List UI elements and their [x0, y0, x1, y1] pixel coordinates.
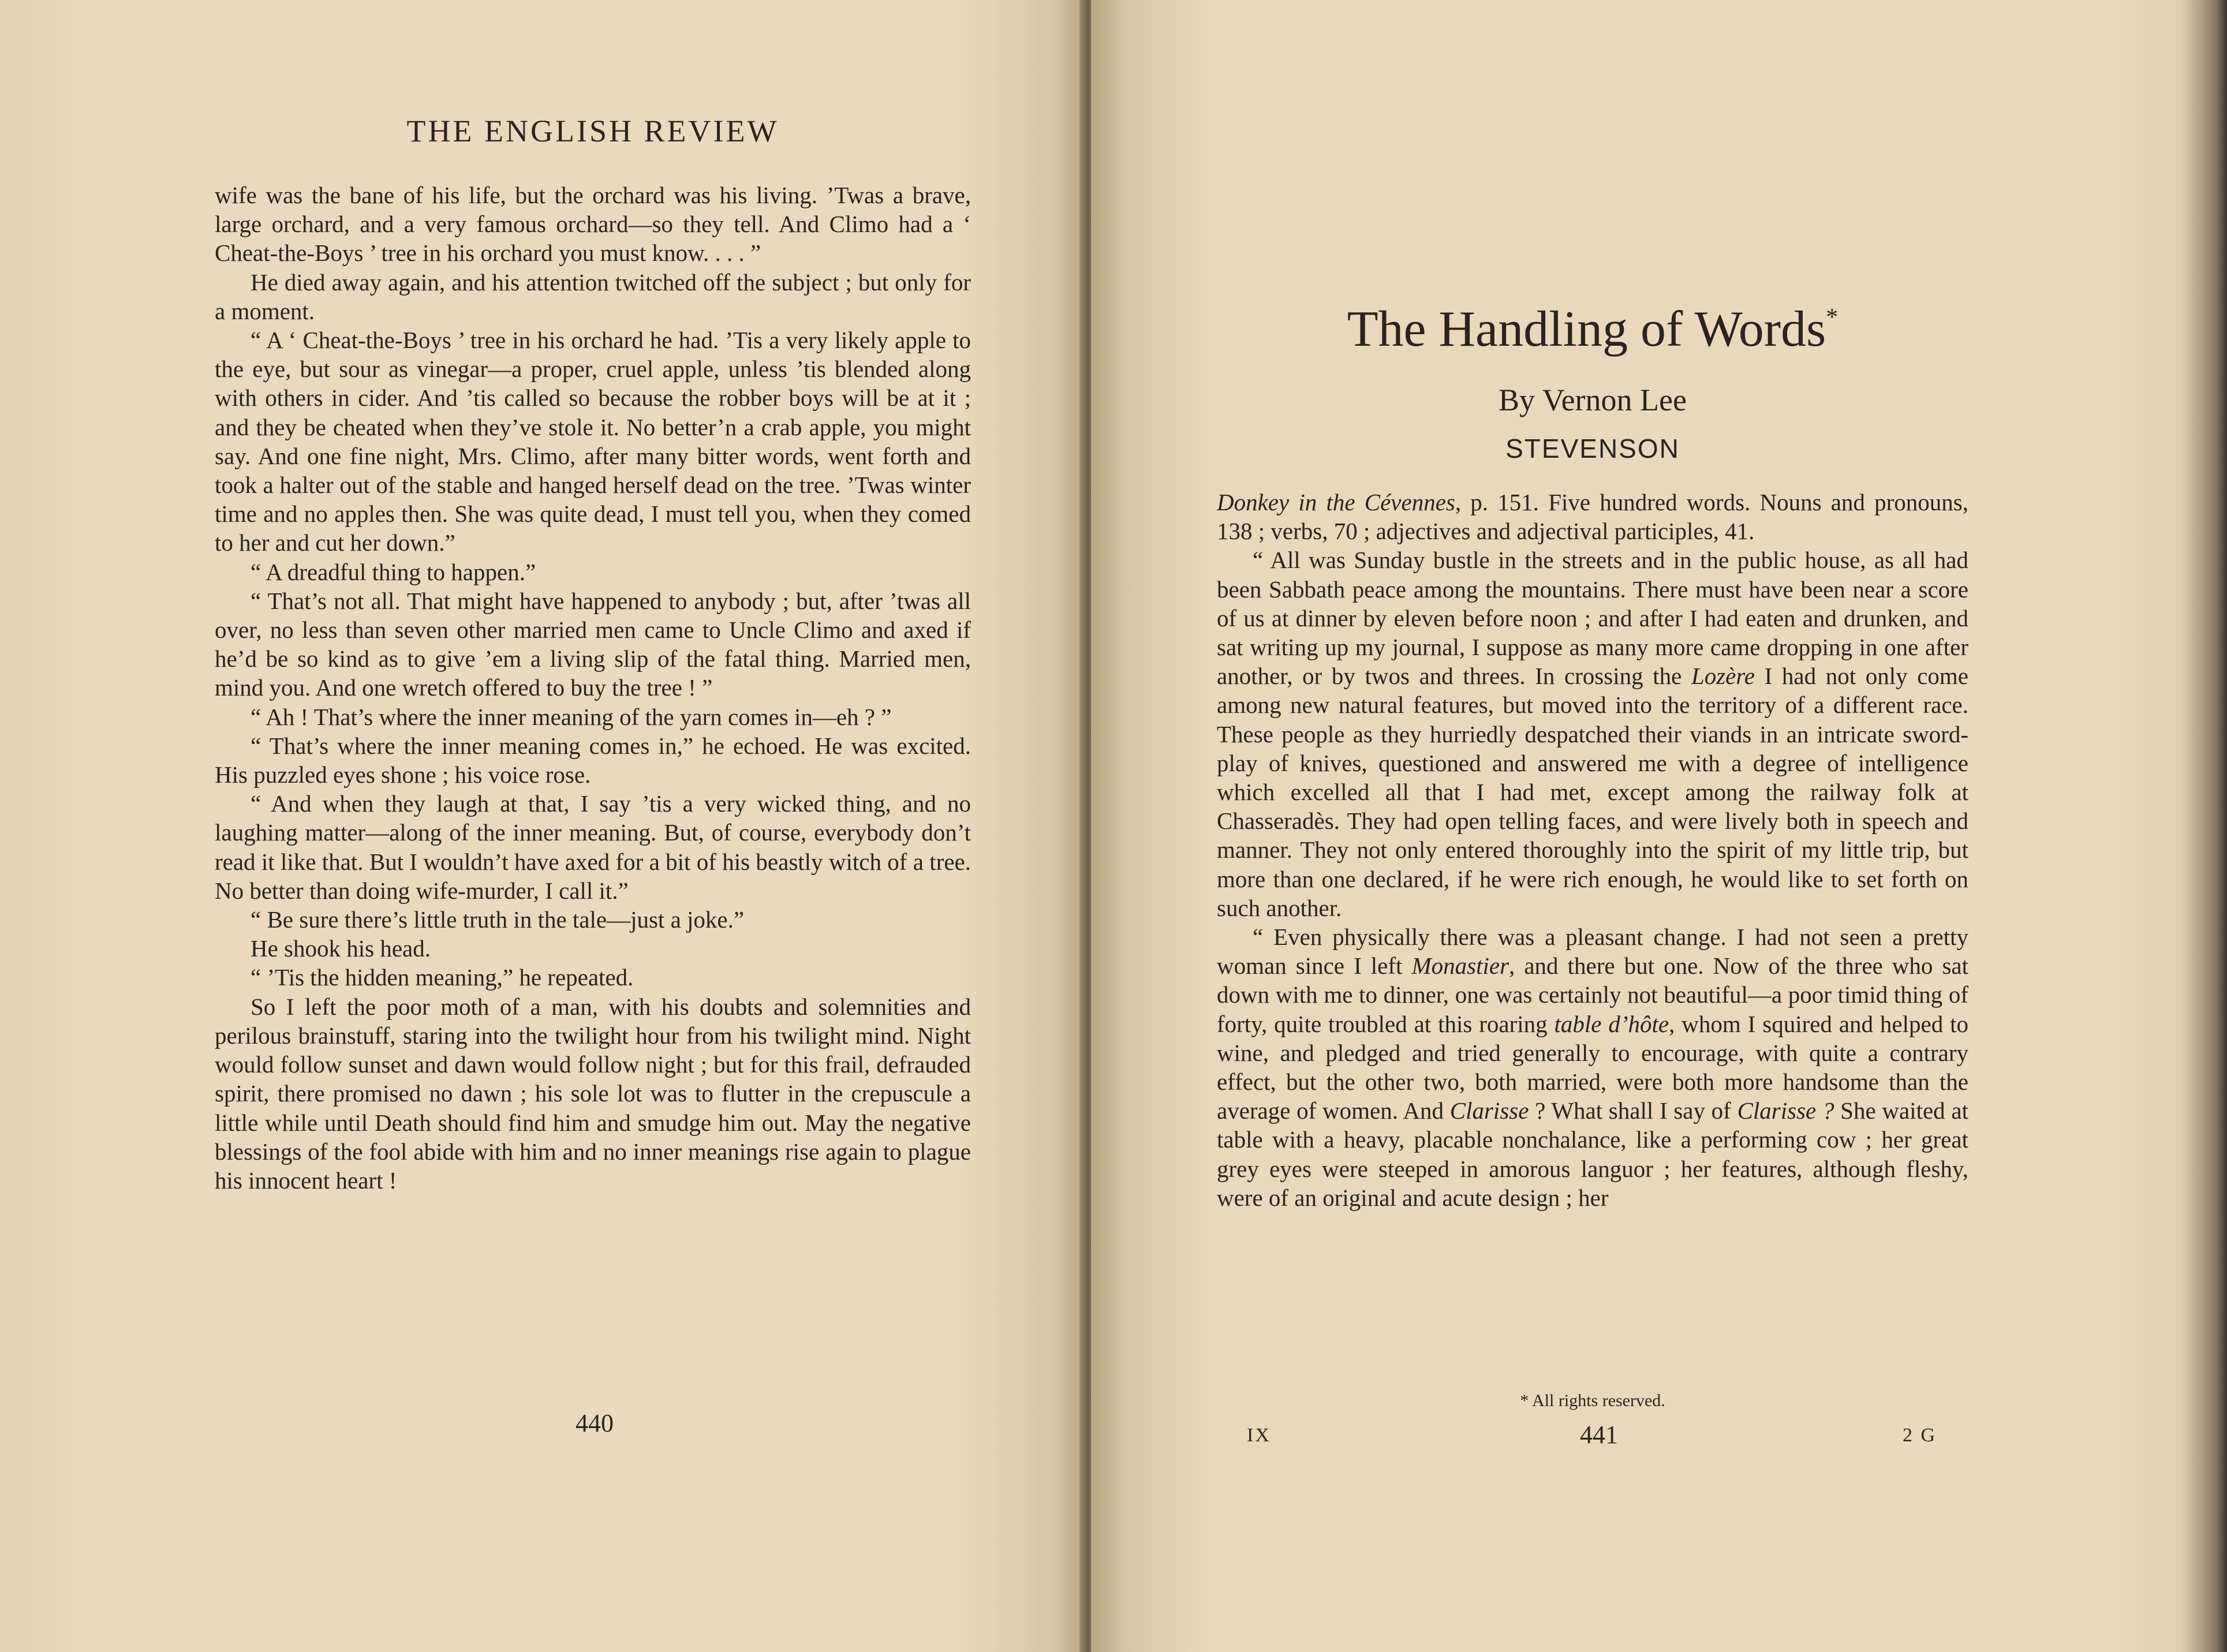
paragraph: “ That’s not all. That might have happened to anybody ; but, after ’twas all over, no less than seven other married men came to Uncle Climo and axed if he’d be so kind as to give ’em a living slip of the fatal thing. Married men, mind you. And one wretch offered to buy the tree ! ” [215, 587, 971, 701]
left-page [0, 0, 1085, 1652]
text-run: “ All was Sunday bustle in the streets and in the public house, as all had been Sabbath peace among the mountains. There must have been near a score of us at dinner by eleven before noon ; and after I had eaten and drunken, and sat writing up my journal, I suppose as many more came dropping in one after another, or by twos and threes. In crossing the [1217, 547, 1968, 690]
intro-paragraph [1217, 488, 1968, 545]
paragraph: “ That’s where the inner meaning comes in,” he echoed. He was excited. His puzzled eyes shone ; his voice rose. [215, 732, 971, 788]
article-title [1217, 300, 1968, 358]
section-heading: STEVENSON [1505, 433, 1680, 464]
paragraph: “ Ah ! That’s where the inner meaning of the yarn comes in—eh ? ” [251, 703, 892, 730]
italic-run: table d’hôte [1554, 1010, 1669, 1037]
text-run: , and there but one. Now of the three who sat down with me to dinner, one was certainly not beautiful—a poor timid thing of forty, quite troubled at this roaring [1217, 952, 1968, 1037]
paragraph: “ A dreadful thing to happen.” [251, 558, 536, 585]
paragraph: wife was the bane of his life, but the orchard was his living. ’Twas a brave, large orchard, and a very famous orchard—so they tell. And Climo had a ‘ Cheat-the-Boys ’ tree in his orchard you must know. . . . ” [215, 182, 971, 267]
italic-run: Clarisse [1449, 1097, 1529, 1124]
article-title-text: The Handling of Words [1347, 301, 1826, 357]
text-run: She waited at table with a heavy, placable nonchalance, like a performing cow ; her great grey eyes were steeped in amorous languor ; her features, although fleshy, were of an original and acute design ; her [1217, 1097, 1968, 1211]
italic-run: Monastier [1411, 952, 1509, 980]
paragraph: “ A ‘ Cheat-the-Boys ’ tree in his orchard he had. ’Tis a very likely apple to the eye, but sour as vinegar—a proper, cruel apple, unless ’tis blended along with others in cider. And ’tis called so because the robber boys will be at it ; and they be cheated when they’ve stole it. No better’n a crab apple, you might say. And one fine night, Mrs. Climo, after many bitter words, went forth and took a halter out of the stable and hanged herself dead on the tree. ’Twas winter time and no apples then. She was quite dead, I must tell you, when they comed to her and cut her down.” [215, 327, 971, 556]
signature-mark-left: IX [1247, 1425, 1271, 1446]
paragraph: “ Be sure there’s little truth in the tale—just a joke.” [251, 906, 745, 933]
book-title-italic: Donkey in the Cévennes [1217, 489, 1455, 515]
running-head: THE ENGLISH REVIEW [406, 114, 779, 148]
footnote: * All rights reserved. [1520, 1391, 1665, 1410]
left-page-text [215, 181, 971, 1195]
italic-run: Clarisse ? [1737, 1097, 1834, 1124]
text-run: “ Even physically there was a pleasant change. I had not seen a pretty woman since I left [1217, 924, 1968, 980]
signature-mark-right: 2 G [1903, 1425, 1937, 1446]
page-number-right: 441 [1580, 1421, 1618, 1449]
footnote-mark: * [1826, 304, 1839, 331]
quote-paragraph [1217, 922, 1968, 1212]
right-page-text [1217, 488, 1968, 1212]
italic-run: Lozère [1691, 663, 1755, 690]
paragraph: He shook his head. [251, 935, 431, 962]
paragraph: So I left the poor moth of a man, with his doubts and solemnities and perilous brainstuff, staring into the twilight hour from his twilight mind. Night would follow sunset and dawn would follow night ; but for this frail, defrauded spirit, there promised no dawn ; his sole lot was to flutter in the crepuscule a little while until Death should find him and smudge him out. May the negative blessings of the fool abide with him and no inner meanings rise again to plague his innocent heart ! [215, 993, 971, 1194]
page-number-left: 440 [576, 1409, 614, 1437]
paragraph: “ And when they laugh at that, I say ’tis a very wicked thing, and no laughing matter—along of the inner meaning. But, of course, everybody don’t read it like that. But I wouldn’t have axed for a bit of his beastly witch of a tree. No better than doing wife-murder, I call it.” [215, 790, 971, 904]
paragraph: He died away again, and his attention twitched off the subject ; but only for a moment. [215, 268, 971, 324]
byline: By Vernon Lee [1499, 383, 1687, 417]
text-run: ? What shall I say of [1529, 1097, 1737, 1124]
quote-paragraph [1217, 545, 1968, 922]
text-run: , whom I squired and helped to wine, and pledged and tried generally to encourage, with quite a contrary effect, but the other two, both married, were both more handsome than the average of women. And [1217, 1010, 1968, 1124]
text-run: I had not only come among new natural features, but moved into the territory of a different race. These people as they hurriedly despatched their viands in an intricate sword-play of knives, questioned and answered me with a degree of intelligence which excelled all that I had met, except among the railway folk at Chasseradès. They had open telling faces, and were lively both in speech and manner. They not only entered thoroughly into the spirit of my little trip, but more than one declared, if he were rich enough, he would like to set forth on such another. [1217, 663, 1968, 921]
paragraph: “ ’Tis the hidden meaning,” he repeated. [251, 964, 634, 991]
intro-text: , p. 151. Five hundred words. Nouns and pronouns, 138 ; verbs, 70 ; adjectives and adjectival participles, 41. [1217, 489, 1968, 545]
